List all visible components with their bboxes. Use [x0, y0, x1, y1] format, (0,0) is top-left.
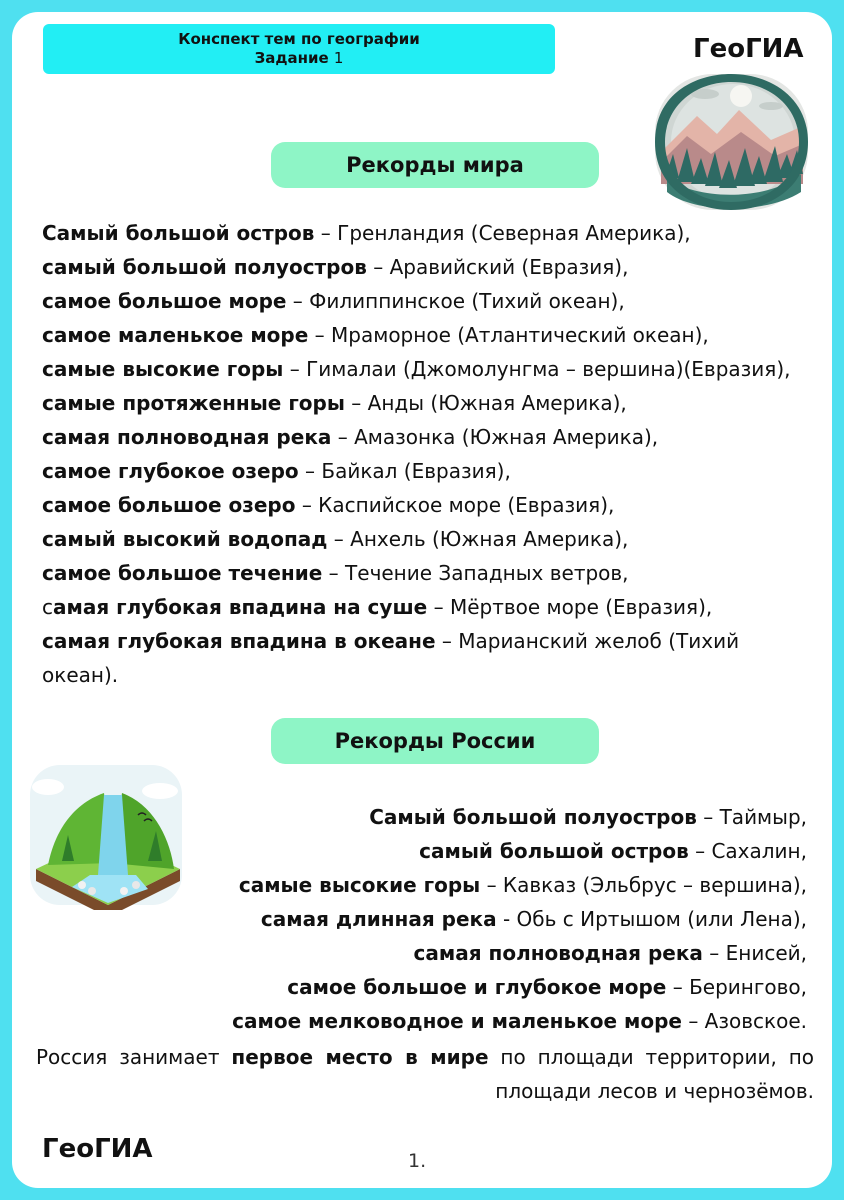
world-record-item: самое глубокое озеро – Байкал (Евразия), [42, 459, 511, 483]
task-label: Задание [254, 49, 329, 67]
world-record-item: самые протяженные горы – Анды (Южная Америка), [42, 391, 627, 415]
russia-record-item: Самый большой полуостров – Таймыр, [369, 805, 807, 829]
brand-logo-top: ГеоГИА [693, 34, 804, 64]
russia-record-item: самая полноводная река – Енисей, [413, 941, 807, 965]
world-record-item: самое маленькое море – Мраморное (Атлантический океан), [42, 323, 709, 347]
world-record-item: самый высокий водопад – Анхель (Южная Америка), [42, 527, 629, 551]
world-records-heading: Рекорды мира [271, 142, 599, 188]
world-record-item: самая глубокая впадина на суше – Мёртвое море (Евразия), [42, 595, 713, 619]
russia-record-item: самая длинная река - Обь с Иртышом (или Лена), [260, 907, 807, 931]
russia-record-item: самое большое и глубокое море – Берингово, [287, 975, 807, 999]
task-number: 1 [333, 49, 344, 67]
russia-records-list [200, 800, 807, 1038]
topic-title: Конспект тем по географии [178, 30, 420, 48]
world-record-item: самое большое море – Филиппинское (Тихий океан), [42, 289, 625, 313]
world-record-item: Самый большой остров – Гренландия (Северная Америка), [42, 221, 691, 245]
world-record-item: самые высокие горы – Гималаи (Джомолунгма – вершина)(Евразия), [42, 357, 791, 381]
russia-summary-paragraph: Россия занимает первое место в мире по площади территории, по площади лесов и чернозёмов. [36, 1045, 815, 1103]
world-records-list [42, 216, 832, 692]
russia-records-heading: Рекорды России [271, 718, 599, 764]
world-record-item: самая полноводная река – Амазонка (Южная Америка), [42, 425, 659, 449]
world-record-item: самый большой полуостров – Аравийский (Евразия), [42, 255, 629, 279]
russia-record-item: самые высокие горы – Кавказ (Эльбрус – вершина), [238, 873, 807, 897]
task-line [255, 49, 344, 68]
page-number: 1. [408, 1150, 427, 1172]
world-record-item: самая глубокая впадина в океане – Марианский желоб (Тихий океан). [42, 629, 740, 687]
brand-logo-bottom: ГеоГИА [42, 1134, 153, 1164]
world-record-item: самое большое озеро – Каспийское море (Евразия), [42, 493, 615, 517]
island-illustration [28, 765, 188, 910]
russia-record-item: самый большой остров – Сахалин, [419, 839, 807, 863]
world-record-item: самое большое течение – Течение Западных ветров, [42, 561, 629, 585]
topic-header-box [43, 24, 555, 74]
mountain-illustration [655, 74, 808, 210]
russia-record-item: самое мелководное и маленькое море – Азовское. [232, 1009, 807, 1033]
